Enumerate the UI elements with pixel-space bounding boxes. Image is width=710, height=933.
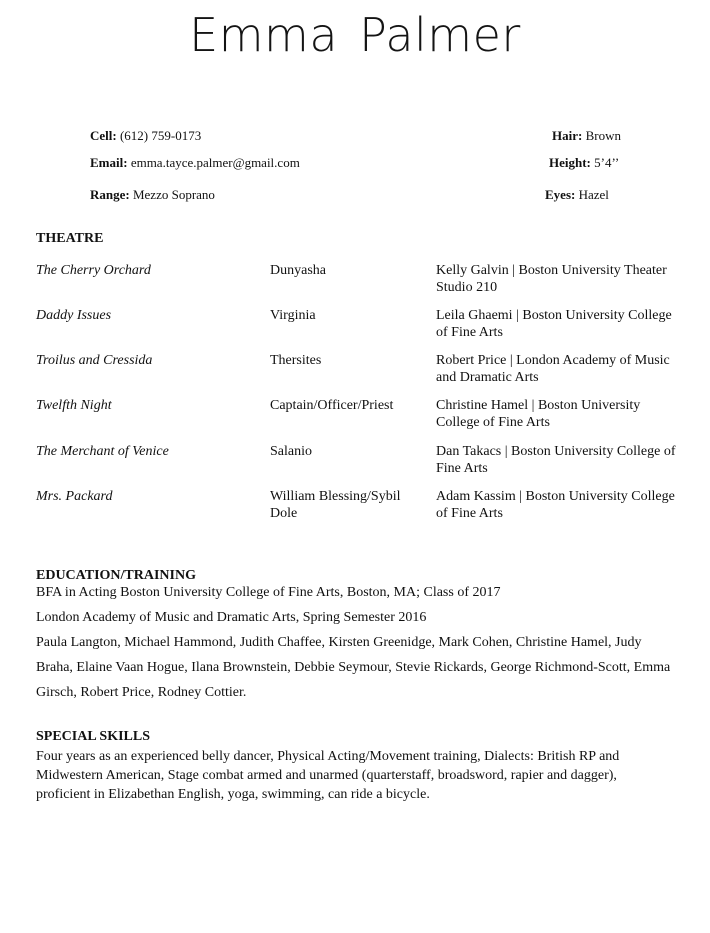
contact-cell	[90, 128, 201, 144]
eyes-value: Hazel	[575, 187, 609, 202]
skills-text: Four years as an experienced belly dancer, Physical Acting/Movement training, Dialects: British RP and Midwestern American, Stage combat armed and unarmed (quarterstaff, broadsword, rapier and dagger), proficient in Elizabethan English, yoga, swimming, can ride a bicycle.	[36, 749, 620, 802]
theatre-heading: THEATRE	[36, 231, 104, 246]
education-teachers: Paula Langton, Michael Hammond, Judith Chaffee, Kirsten Greenidge, Mark Cohen, Christine Hamel, Judy Braha, Elaine Vaan Hogue, Ilana Brownstein, Debbie Seymour, Stevie Rickards, George Richmond-Scott, Emma Girsch, Robert Price, Rodney Cottier.	[36, 635, 671, 700]
play-title: Mrs. Packard	[36, 489, 113, 504]
range-value: Mezzo Soprano	[129, 187, 215, 202]
role-name: Dunyasha	[270, 263, 326, 278]
attr-hair	[552, 128, 621, 144]
hair-label: Hair:	[552, 128, 583, 143]
range-label: Range:	[90, 187, 130, 202]
director-credit: Kelly Galvin | Boston University Theater Studio 210	[436, 263, 667, 295]
director-credit: Robert Price | London Academy of Music and Dramatic Arts	[436, 353, 670, 385]
skills-heading: SPECIAL SKILLS	[36, 729, 150, 744]
play-title: Daddy Issues	[36, 308, 112, 323]
contact-range	[90, 187, 215, 203]
education-heading: EDUCATION/TRAINING	[36, 568, 196, 583]
play-title: The Merchant of Venice	[36, 444, 169, 459]
attr-height	[549, 155, 619, 171]
cell-label: Cell:	[90, 128, 117, 143]
height-value: 5’4’’	[590, 155, 620, 170]
play-title: The Cherry Orchard	[36, 263, 151, 278]
cell-value: (612) 759-0173	[116, 128, 202, 143]
director-credit: Leila Ghaemi | Boston University College of Fine Arts	[436, 308, 672, 340]
role-name: William Blessing/Sybil Dole	[270, 489, 401, 521]
role-name: Thersites	[270, 353, 322, 368]
email-value: emma.tayce.palmer@gmail.com	[127, 155, 300, 170]
attr-eyes	[545, 187, 609, 203]
director-credit: Adam Kassim | Boston University College of Fine Arts	[436, 489, 675, 521]
hair-value: Brown	[582, 128, 621, 143]
contact-email	[90, 155, 300, 171]
education-body	[36, 580, 676, 705]
height-label: Height:	[549, 155, 591, 170]
role-name: Salanio	[270, 444, 312, 459]
director-credit: Christine Hamel | Boston University College of Fine Arts	[436, 398, 641, 430]
director-credit: Dan Takacs | Boston University College of Fine Arts	[436, 444, 676, 476]
role-name: Captain/Officer/Priest	[270, 398, 394, 413]
resume-name: Emma Palmer	[189, 8, 521, 62]
eyes-label: Eyes:	[545, 187, 576, 202]
role-name: Virginia	[270, 308, 316, 323]
play-title: Troilus and Cressida	[36, 353, 153, 368]
education-degree: BFA in Acting Boston University College of Fine Arts, Boston, MA; Class of 2017	[36, 585, 501, 600]
education-study-abroad: London Academy of Music and Dramatic Arts, Spring Semester 2016	[36, 610, 427, 625]
email-label: Email:	[90, 155, 128, 170]
play-title: Twelfth Night	[36, 398, 112, 413]
